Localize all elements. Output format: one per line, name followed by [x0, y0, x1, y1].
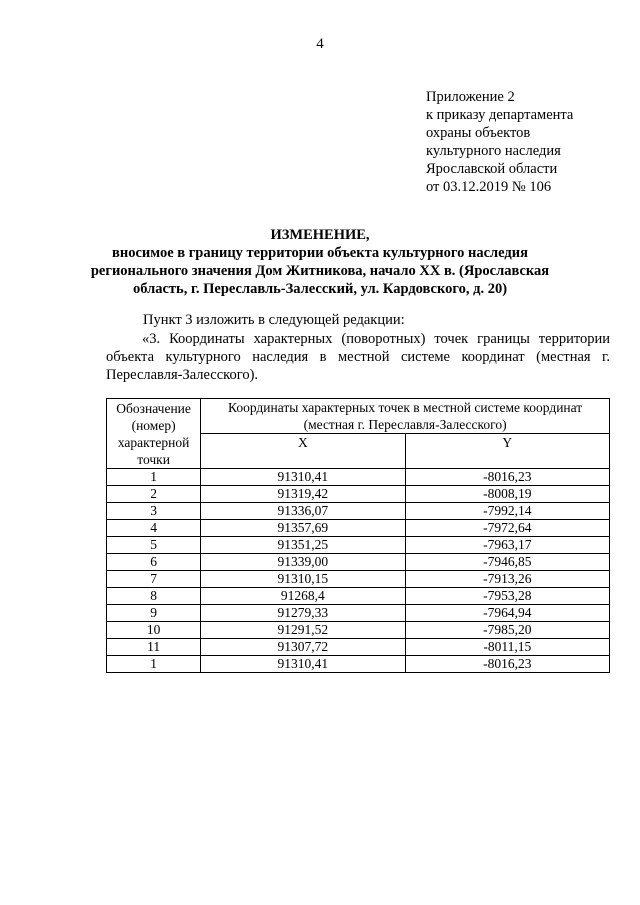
cell-x: 91279,33	[201, 605, 405, 622]
appendix-block	[426, 88, 573, 196]
cell-y: -7964,94	[405, 605, 609, 622]
cell-y: -7953,28	[405, 588, 609, 605]
cell-point: 10	[107, 622, 201, 639]
cell-y: -8011,15	[405, 639, 609, 656]
cell-y: -8016,23	[405, 469, 609, 486]
title-line: область, г. Переславль-Залесский, ул. Кардовского, д. 20)	[132, 281, 508, 297]
cell-y: -7963,17	[405, 537, 609, 554]
table-row	[107, 588, 610, 605]
body-paragraph-1: Пункт 3 изложить в следующей редакции:	[143, 312, 405, 328]
cell-x: 91319,42	[201, 486, 405, 503]
cell-point: 4	[107, 520, 201, 537]
header-x: X	[201, 434, 405, 469]
cell-point: 6	[107, 554, 201, 571]
cell-x: 91268,4	[201, 588, 405, 605]
cell-y: -8016,23	[405, 656, 609, 673]
cell-x: 91336,07	[201, 503, 405, 520]
title-line: ИЗМЕНЕНИЕ,	[270, 227, 370, 243]
cell-point: 11	[107, 639, 201, 656]
cell-y: -7992,14	[405, 503, 609, 520]
appendix-line: к приказу департамента	[426, 107, 574, 123]
table-row	[107, 622, 610, 639]
cell-point: 7	[107, 571, 201, 588]
document-title	[80, 226, 560, 298]
table-row	[107, 537, 610, 554]
appendix-line: охраны объектов	[426, 125, 531, 141]
cell-point: 8	[107, 588, 201, 605]
cell-y: -7946,85	[405, 554, 609, 571]
appendix-line: Ярославской области	[426, 161, 558, 177]
cell-point: 9	[107, 605, 201, 622]
cell-y: -7913,26	[405, 571, 609, 588]
table-row	[107, 656, 610, 673]
appendix-line: от 03.12.2019 № 106	[426, 179, 552, 195]
title-line: регионального значения Дом Житникова, начало XX в. (Ярославская	[90, 263, 550, 279]
appendix-line: Приложение 2	[426, 89, 515, 105]
cell-x: 91310,15	[201, 571, 405, 588]
table-row	[107, 554, 610, 571]
coordinates-table	[106, 398, 610, 673]
table-row	[107, 486, 610, 503]
title-line: вносимое в границу территории объекта культурного наследия	[112, 245, 528, 261]
cell-y: -7972,64	[405, 520, 609, 537]
header-coordinates: Координаты характерных точек в местной системе координат (местная г. Переславля-Залесского)	[201, 399, 610, 434]
page-number: 4	[316, 36, 324, 52]
table-row	[107, 571, 610, 588]
table-row	[107, 605, 610, 622]
cell-point: 2	[107, 486, 201, 503]
cell-x: 91307,72	[201, 639, 405, 656]
appendix-line: культурного наследия	[426, 143, 561, 159]
body-paragraph-2: «3. Координаты характерных (поворотных) точек границы территории объекта культурного наследия в местной системе координат (местная г. Переславля-Залесского).	[106, 331, 610, 383]
cell-x: 91351,25	[201, 537, 405, 554]
cell-point: 1	[107, 656, 201, 673]
cell-x: 91310,41	[201, 656, 405, 673]
header-point: Обозначение (номер) характерной точки	[107, 399, 201, 469]
table-row	[107, 520, 610, 537]
cell-x: 91357,69	[201, 520, 405, 537]
cell-x: 91310,41	[201, 469, 405, 486]
cell-y: -8008,19	[405, 486, 609, 503]
cell-x: 91291,52	[201, 622, 405, 639]
cell-point: 5	[107, 537, 201, 554]
table-row	[107, 469, 610, 486]
table-header-row	[107, 399, 610, 434]
table-row	[107, 503, 610, 520]
table-row	[107, 639, 610, 656]
header-y: Y	[405, 434, 609, 469]
cell-x: 91339,00	[201, 554, 405, 571]
cell-point: 3	[107, 503, 201, 520]
cell-point: 1	[107, 469, 201, 486]
cell-y: -7985,20	[405, 622, 609, 639]
